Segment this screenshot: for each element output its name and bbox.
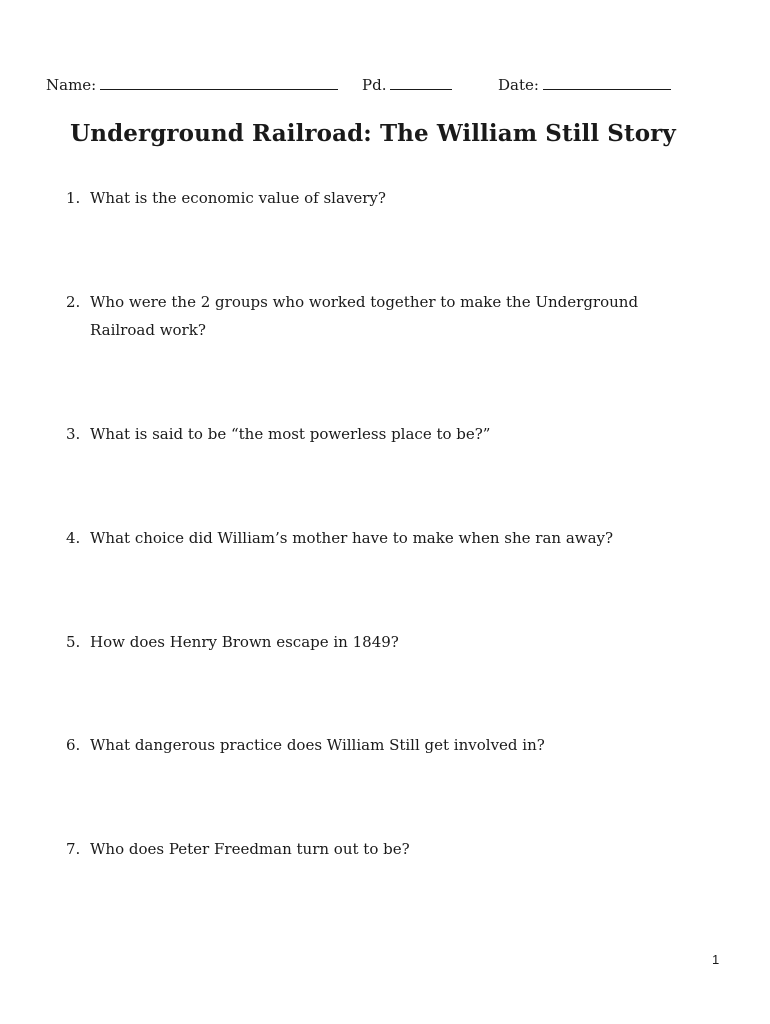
question-item-5 <box>66 628 696 656</box>
question-number: 3. <box>66 425 81 443</box>
period-blank-line[interactable] <box>390 74 452 90</box>
question-item-2 <box>66 288 696 344</box>
question-number: 5. <box>66 633 81 651</box>
name-label: Name: <box>46 76 97 94</box>
worksheet-header <box>46 74 726 98</box>
question-item-1 <box>66 184 696 212</box>
question-text: What is the economic value of slavery? <box>90 189 386 207</box>
date-field[interactable] <box>498 74 671 94</box>
question-text: Who were the 2 groups who worked together to make the Underground Railroad work? <box>90 293 639 339</box>
page-number: 1 <box>712 952 720 967</box>
question-number: 7. <box>66 840 81 858</box>
question-text: How does Henry Brown escape in 1849? <box>90 633 399 651</box>
worksheet-title: Underground Railroad: The William Still Story <box>70 120 676 147</box>
question-text: What choice did William’s mother have to make when she ran away? <box>90 529 614 547</box>
question-item-6 <box>66 731 696 759</box>
name-blank-line[interactable] <box>100 74 338 90</box>
question-number: 1. <box>66 189 81 207</box>
date-blank-line[interactable] <box>543 74 671 90</box>
question-text: What is said to be “the most powerless place to be?” <box>90 425 491 443</box>
question-text: What dangerous practice does William Still get involved in? <box>90 736 545 754</box>
question-number: 4. <box>66 529 81 547</box>
question-item-4 <box>66 524 696 552</box>
question-item-7 <box>66 835 696 863</box>
period-field[interactable] <box>362 74 452 94</box>
question-number: 6. <box>66 736 81 754</box>
date-label: Date: <box>498 76 539 94</box>
question-item-3 <box>66 420 696 448</box>
question-number: 2. <box>66 293 81 311</box>
name-field[interactable] <box>46 74 338 94</box>
question-text: Who does Peter Freedman turn out to be? <box>90 840 410 858</box>
period-label: Pd. <box>362 76 387 94</box>
